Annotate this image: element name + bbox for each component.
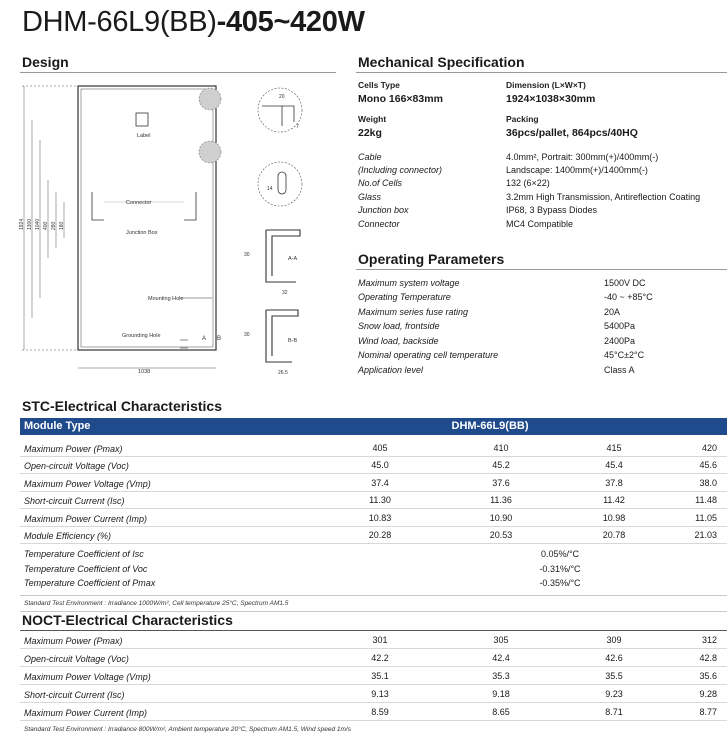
cell-405w: 10.83 — [368, 513, 392, 523]
packing-value: 36pcs/pallet, 864pcs/40HQ — [506, 127, 638, 139]
cell-420w: 21.03 — [694, 530, 717, 540]
row-label: Maximum Power Voltage (Vmp) — [24, 479, 151, 489]
mech-row-label: No.of Cells — [358, 178, 403, 188]
row-label: Maximum Power Current (Imp) — [24, 708, 148, 718]
operating-heading: Operating Parameters — [358, 251, 505, 267]
mech-row-label: (Including connector) — [358, 165, 443, 175]
op-row-label: Wind load, backside — [358, 336, 439, 346]
table-row — [20, 668, 727, 685]
dim-280: 280 — [51, 221, 57, 230]
dimension-value: 1924×1038×30mm — [506, 93, 596, 105]
dim-180: 180 — [59, 221, 65, 230]
row-label: Maximum Power (Pmax) — [24, 636, 123, 646]
cell-405w: 405 — [372, 443, 388, 453]
module-type-value: DHM-66L9(BB) — [451, 420, 529, 432]
cell-405w: 35.1 — [371, 671, 389, 681]
row-label: Maximum Power Voltage (Vmp) — [24, 672, 151, 682]
dim-30b: 30 — [244, 332, 250, 338]
cell-415w: 42.6 — [605, 653, 623, 663]
coef-row — [20, 562, 727, 577]
table-row — [20, 686, 727, 703]
cell-420w: 9.28 — [699, 689, 717, 699]
table-row — [20, 527, 727, 544]
junction-box-text: Junction Box — [126, 230, 158, 236]
weight-value: 22kg — [358, 127, 382, 139]
mech-row-value: MC4 Compatible — [506, 219, 574, 229]
mech-row-value: 3.2mm High Transmission, Antireflection Coating — [506, 192, 701, 202]
op-row-label: Snow load, frontside — [358, 321, 440, 331]
coef-row — [20, 576, 727, 591]
cell-410w: 35.3 — [492, 671, 510, 681]
row-label: Module Efficiency (%) — [24, 531, 112, 541]
packing-label: Packing — [506, 114, 539, 124]
table-row — [20, 440, 727, 457]
operating-rule — [356, 269, 727, 270]
module-type-bar — [20, 418, 727, 435]
cell-415w: 8.71 — [605, 707, 623, 717]
cell-410w: 45.2 — [492, 460, 510, 470]
dim-1040: 1040 — [35, 218, 41, 230]
design-heading: Design — [22, 54, 69, 70]
marker-a: A — [202, 336, 207, 342]
dim-32: 32 — [282, 290, 288, 296]
cell-415w: 9.23 — [605, 689, 623, 699]
mech-row-label: Junction box — [358, 205, 409, 215]
mech-row-value: 132 (6×22) — [506, 178, 550, 188]
cable-right — [184, 192, 196, 220]
cell-420w: 38.0 — [699, 478, 717, 488]
op-row-value: 5400Pa — [604, 321, 636, 331]
zoom-circle-b — [258, 162, 302, 206]
cell-405w: 20.28 — [368, 530, 392, 540]
op-row-value: -40 ~ +85°C — [604, 292, 653, 302]
cell-405w: 42.2 — [371, 653, 389, 663]
cell-405w: 301 — [372, 635, 388, 645]
stc-heading: STC-Electrical Characteristics — [22, 398, 222, 414]
dim-30a: 30 — [244, 252, 250, 258]
stc-note: Standard Test Environment : Irradiance 1000W/m², Cell temperature 25°C, Spectrum AM1.5 — [24, 600, 289, 607]
row-label: Short-circuit Current (Isc) — [24, 496, 125, 506]
mech-row-label: Cable — [358, 152, 382, 162]
cell-410w: 42.4 — [492, 653, 510, 663]
mounting-hole-text: Mounting Hole — [148, 296, 184, 302]
cell-405w: 9.13 — [371, 689, 389, 699]
dim-265: 26.5 — [278, 370, 288, 376]
cell-415w: 45.4 — [605, 460, 623, 470]
coef-value: -0.31%/°C — [539, 564, 581, 574]
connector-text: Connector — [126, 200, 152, 206]
cell-415w: 35.5 — [605, 671, 623, 681]
cell-410w: 20.53 — [489, 530, 513, 540]
table-row — [20, 457, 727, 474]
cell-410w: 305 — [493, 635, 509, 645]
dim-400: 400 — [43, 221, 49, 230]
cell-415w: 37.8 — [605, 478, 623, 488]
coef-label: Temperature Coefficient of Voc — [24, 564, 148, 574]
grounding-hole-text: Grounding Hole — [122, 333, 161, 339]
label-text: Label — [137, 133, 151, 139]
mech-row-value: Landscape: 1400mm(+)/1400mm(-) — [506, 165, 648, 175]
op-row-value: 45°C±2°C — [604, 350, 645, 360]
cable-left — [92, 192, 104, 220]
row-label: Open-circuit Voltage (Voc) — [24, 461, 129, 471]
cells-type-label: Cells Type — [358, 80, 400, 90]
cell-420w: 8.77 — [699, 707, 717, 717]
coef-label: Temperature Coefficient of Pmax — [24, 578, 156, 588]
cell-410w: 9.18 — [492, 689, 510, 699]
table-row — [20, 475, 727, 492]
dim-1924: 1924 — [19, 218, 25, 230]
row-label: Maximum Power Current (Imp) — [24, 514, 148, 524]
mechanical-heading: Mechanical Specification — [358, 54, 525, 70]
module-type-label: Module Type — [24, 420, 91, 432]
cell-405w: 11.30 — [369, 495, 391, 505]
dim-7: 7 — [296, 124, 299, 130]
cell-420w: 42.8 — [699, 653, 717, 663]
section-bb-label: B-B — [288, 338, 298, 344]
cell-420w: 35.6 — [699, 671, 717, 681]
table-row — [20, 510, 727, 527]
mech-row-value: IP68, 3 Bypass Diodes — [506, 205, 598, 215]
cell-420w: 312 — [701, 635, 717, 645]
table-row — [20, 650, 727, 667]
detail-circle-b — [199, 141, 221, 163]
height-dimensions — [19, 219, 65, 230]
cells-type-value: Mono 166×83mm — [358, 93, 443, 105]
cell-420w: 11.48 — [695, 495, 717, 505]
op-row-label: Maximum system voltage — [358, 278, 460, 288]
marker-b: B — [217, 336, 222, 342]
op-row-value: 20A — [604, 307, 621, 317]
coef-label: Temperature Coefficient of Isc — [24, 549, 144, 559]
op-row-value: Class A — [604, 365, 635, 375]
section-bb — [266, 310, 298, 362]
power-range: -405~420W — [216, 6, 365, 38]
cell-410w: 8.65 — [492, 707, 510, 717]
design-rule — [20, 72, 336, 73]
op-row-value: 2400Pa — [604, 336, 636, 346]
coef-row — [20, 547, 727, 562]
cell-405w: 8.59 — [371, 707, 389, 717]
noct-note: Standard Test Environment : Irradiance 800W/m², Ambient temperature 20°C, Spectrum AM1.5, Wind speed 1m/s — [24, 726, 351, 733]
cell-410w: 37.6 — [492, 478, 510, 488]
section-aa-label: A-A — [288, 256, 298, 262]
cell-410w: 11.36 — [490, 495, 512, 505]
cell-420w: 45.6 — [699, 460, 717, 470]
module-drawing — [20, 80, 348, 376]
dim-14: 14 — [267, 186, 273, 192]
cell-405w: 45.0 — [371, 460, 389, 470]
table-row — [20, 632, 727, 649]
coef-value: -0.35%/°C — [539, 578, 581, 588]
op-row-label: Application level — [358, 365, 424, 375]
cell-415w: 10.98 — [602, 513, 626, 523]
mech-row-value: 4.0mm², Portrait: 300mm(+)/400mm(-) — [506, 152, 659, 162]
module-inner-frame — [81, 89, 213, 347]
row-label: Open-circuit Voltage (Voc) — [24, 654, 129, 664]
cell-415w: 20.78 — [602, 530, 626, 540]
op-row-label: Maximum series fuse rating — [358, 307, 469, 317]
op-row-label: Nominal operating cell temperature — [358, 350, 499, 360]
cell-410w: 10.90 — [489, 513, 513, 523]
cell-410w: 410 — [493, 443, 509, 453]
mechanical-rule — [356, 72, 727, 73]
table-row — [20, 492, 727, 509]
cell-420w: 420 — [701, 443, 717, 453]
module-frame — [78, 86, 216, 350]
weight-label: Weight — [358, 114, 387, 124]
table-row — [20, 704, 727, 721]
cell-420w: 11.05 — [695, 513, 717, 523]
row-label: Short-circuit Current (Isc) — [24, 690, 125, 700]
dim-width: 1038 — [138, 369, 151, 375]
cell-415w: 415 — [606, 443, 622, 453]
cell-415w: 11.42 — [603, 495, 625, 505]
mech-row-label: Connector — [358, 219, 400, 229]
divider — [20, 595, 727, 596]
dimension-label: Dimension (L×W×T) — [506, 80, 586, 90]
divider — [20, 630, 727, 631]
dim-20: 20 — [279, 94, 285, 100]
mech-row-label: Glass — [358, 192, 382, 202]
label-box — [136, 113, 148, 126]
model-name: DHM-66L9(BB) — [22, 6, 217, 38]
op-row-value: 1500V DC — [604, 278, 646, 288]
cell-405w: 37.4 — [371, 478, 389, 488]
noct-heading: NOCT-Electrical Characteristics — [22, 612, 233, 628]
row-label: Maximum Power (Pmax) — [24, 444, 123, 454]
coef-value: 0.05%/°C — [540, 549, 580, 559]
op-row-label: Operating Temperature — [358, 292, 451, 302]
dim-1300: 1300 — [27, 218, 33, 230]
cell-415w: 309 — [606, 635, 622, 645]
page-title — [22, 6, 365, 39]
detail-circle-a — [199, 88, 221, 110]
